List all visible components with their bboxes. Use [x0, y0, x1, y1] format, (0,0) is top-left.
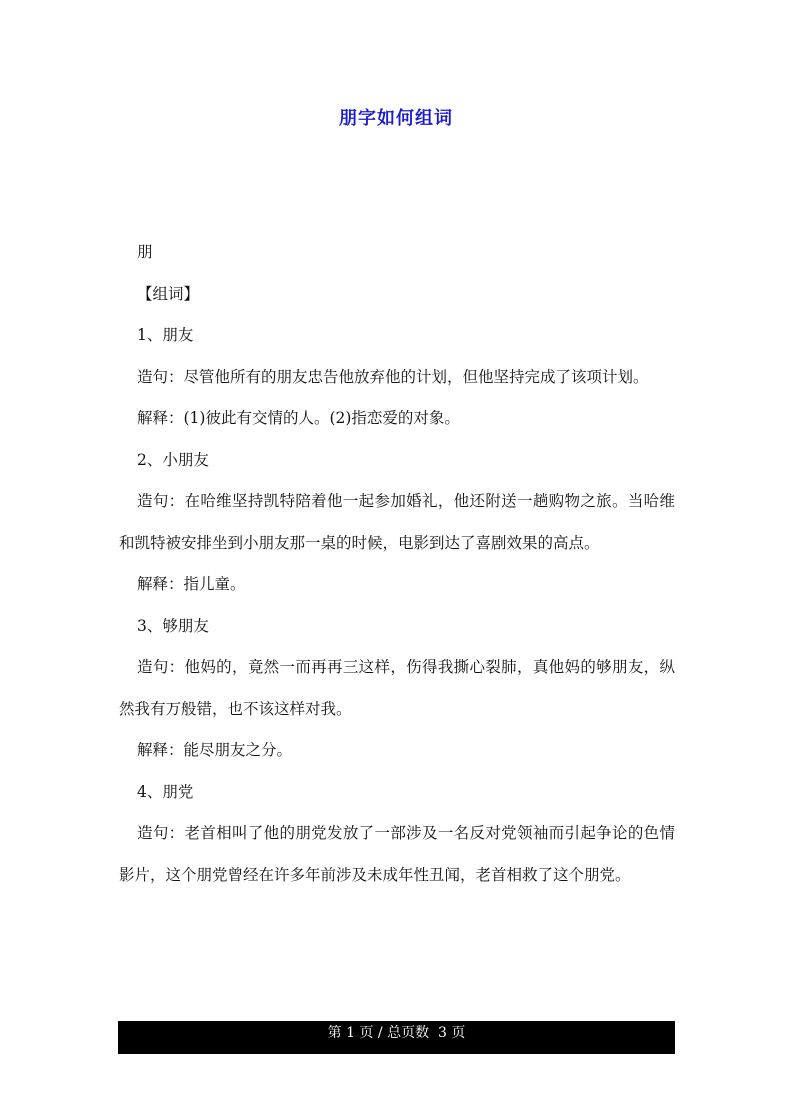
section-heading: 【组词】	[137, 284, 200, 303]
word-4: 4、朋党	[137, 782, 194, 801]
sentence-2: 造句：在哈维坚持凯特陪着他一起参加婚礼，他还附送一趟购物之旅。当哈维和凯特被安排坐到小朋友那一桌的时候，电影到达了喜剧效果的高点。	[119, 492, 675, 552]
sentence-4: 造句：老首相叫了他的朋党发放了一部涉及一名反对党领袖而引起争论的色情影片，这个朋党曾经在许多年前涉及未成年性丑闻，老首相救了这个朋党。	[119, 824, 675, 884]
word-1: 1、朋友	[137, 326, 194, 344]
document-title: 朋字如何组词	[339, 108, 453, 129]
sentence-1: 造句：尽管他所有的朋友忠告他放弃他的计划，但他坚持完成了该项计划。	[137, 367, 649, 386]
explanation-1: 解释：(1)彼此有交情的人。(2)指恋爱的对象。	[137, 409, 460, 427]
explanation-2: 解释：指儿童。	[137, 575, 246, 593]
sentence-3: 造句：他妈的，竟然一而再再三这样，伤得我撕心裂肺，真他妈的够朋友，纵然我有万般错，也不该这样对我。	[119, 658, 675, 718]
heading-character: 朋	[137, 243, 153, 261]
page-footer	[118, 1021, 675, 1054]
page-number-label: 第 1 页 / 总页数 3 页	[327, 1025, 466, 1041]
word-2: 2、小朋友	[137, 450, 209, 469]
explanation-3: 解释：能尽朋友之分。	[137, 741, 293, 759]
word-3: 3、够朋友	[137, 616, 209, 635]
document-body	[119, 232, 675, 896]
